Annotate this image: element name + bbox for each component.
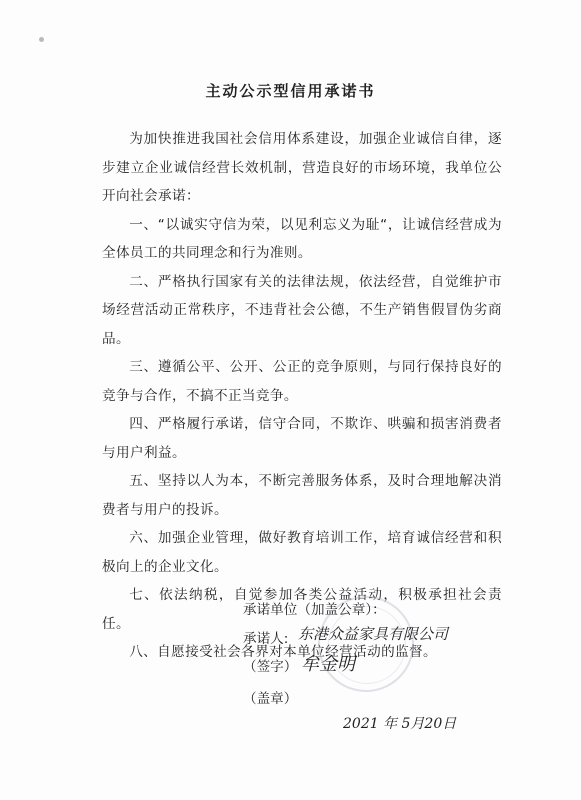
promisor-handwritten-name: 东港众益家具有限公司 (298, 625, 449, 643)
paragraph-3: 三、遵循公平、公开、公正的竞争原则，与同行保持良好的竞争与合作，不搞不正当竞争。 (102, 359, 502, 404)
paragraph-5: 五、坚持以人为本，不断完善服务体系，及时合理地解决消费者与用户的投诉。 (102, 473, 502, 518)
stamp-label: （盖章） (243, 691, 298, 707)
paragraph-2: 二、严格执行国家有关的法律法规，依法经营，自觉维护市场经营活动正常秩序，不违背社会公德，不生产销售假冒伪劣商品。 (102, 273, 502, 347)
paragraph-7: 七、依法纳税，自觉参加各类公益活动，积极承担社会责任。 (102, 587, 502, 632)
document-title: 主动公示型信用承诺书 (205, 82, 376, 100)
paragraph-1: 一、“以诚实守信为荣，以见利忘义为耻“，让诚信经营成为全体员工的共同理念和行为准则。 (102, 216, 502, 261)
sign-label: （签字） (243, 659, 298, 675)
paragraph-8: 八、自愿接受社会各界对本单位经营活动的监督。 (129, 644, 438, 660)
paragraph-6: 六、加强企业管理，做好教育培训工作，培育诚信经营和积极向上的企业文化。 (102, 530, 502, 575)
document-body (102, 125, 502, 667)
scan-speck (39, 37, 44, 42)
handwritten-signature: 牟金明 (301, 654, 355, 675)
handwritten-date: 2021 年 5月20日 (343, 716, 457, 732)
paragraph-4: 四、严格履行承诺，信守合同，不欺诈、哄骗和损害消费者与用户利益。 (102, 416, 502, 461)
promisor-label: 承诺人: (243, 631, 289, 647)
unit-label: 承诺单位（加盖公章）： (243, 602, 386, 618)
paragraph-intro: 为加快推进我国社会信用体系建设，加强企业诚信自律，逐步建立企业诚信经营长效机制，营造良好的市场环境，我单位公开向社会承诺： (102, 131, 502, 204)
